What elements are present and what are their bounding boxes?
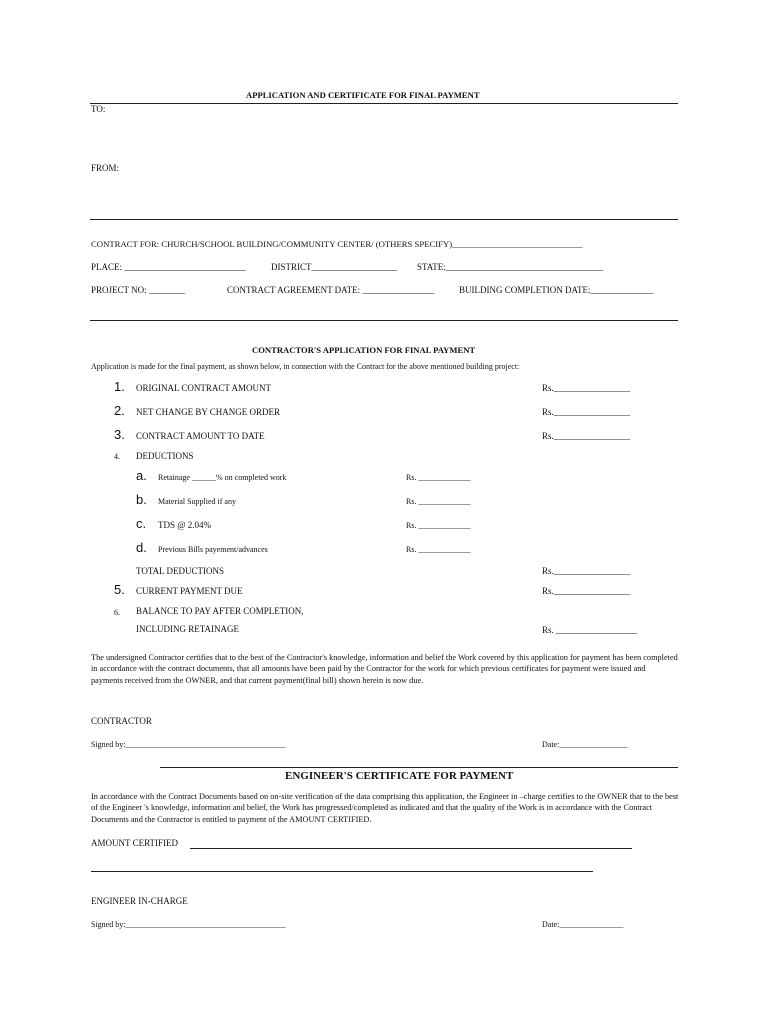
item-label: ORIGINAL CONTRACT AMOUNT <box>136 383 271 393</box>
application-intro: Application is made for the final payment, as shown below, in connection with the Contract for the above mentioned building project: <box>91 362 520 371</box>
deduction-amount-field[interactable]: Rs. _____________ <box>406 521 471 530</box>
contract-for-field[interactable]: CONTRACT FOR: CHURCH/SCHOOL BUILDING/COMMUNITY CENTER/ (OTHERS SPECIFY)______________________________ <box>91 239 583 249</box>
amount-field[interactable]: Rs._________________ <box>542 383 631 393</box>
from-label: FROM: <box>91 163 120 173</box>
amount-field[interactable]: Rs. __________________ <box>542 625 638 635</box>
place-field[interactable]: PLACE: ___________________________ <box>91 262 246 272</box>
divider-3 <box>160 767 678 768</box>
page-title: APPLICATION AND CERTIFICATE FOR FINAL PAYMENT <box>246 90 480 100</box>
deduction-amount-field[interactable]: Rs. _____________ <box>406 545 471 554</box>
to-label: TO: <box>91 104 106 114</box>
engineer-signature-field[interactable]: Signed by:________________________________________ <box>91 920 286 929</box>
amount-certified-line-2[interactable] <box>91 871 593 872</box>
deduction-letter: a. <box>136 468 147 483</box>
item-label-line-2: INCLUDING RETAINAGE <box>136 624 240 634</box>
item-label: CONTRACT AMOUNT TO DATE <box>136 431 265 441</box>
contractor-heading: CONTRACTOR'S APPLICATION FOR FINAL PAYMENT <box>252 345 476 355</box>
item-number: 4. <box>114 452 120 461</box>
item-number: 5. <box>114 582 125 597</box>
state-field[interactable]: STATE:___________________________________ <box>417 262 604 272</box>
project-no-field[interactable]: PROJECT NO: ________ <box>91 285 185 295</box>
engineer-label: ENGINEER IN-CHARGE <box>91 896 188 906</box>
deduction-label: Previous Bills payement/advances <box>158 545 268 554</box>
deduction-label: TDS @ 2.04% <box>158 520 212 530</box>
engineer-date-field[interactable]: Date:________________ <box>542 920 624 929</box>
deduction-letter: d. <box>136 540 147 555</box>
amount-field[interactable]: Rs._________________ <box>542 431 631 441</box>
deduction-letter: c. <box>136 516 147 531</box>
item-label: DEDUCTIONS <box>136 451 194 461</box>
item-label: NET CHANGE BY CHANGE ORDER <box>136 407 280 417</box>
item-number: 2. <box>114 403 125 418</box>
district-field[interactable]: DISTRICT___________________ <box>271 262 397 272</box>
divider-2 <box>90 320 678 321</box>
agreement-date-field[interactable]: CONTRACT AGREEMENT DATE: ________________ <box>227 285 435 295</box>
title-underline <box>90 103 678 104</box>
item-label: BALANCE TO PAY AFTER COMPLETION, <box>136 606 304 616</box>
amount-field[interactable]: Rs._________________ <box>542 407 631 417</box>
contractor-certification-text: The undersigned Contractor certifies that to the best of the Contractor's knowledge, information and belief the Work covered by this application for payment has been completed in accordance with the contract documents, that all amounts have been paid by the Contractor for the work for which previous certificates for payment were issued and payments received from the OWNER, and that current payment(final bill) shown herein is now due. <box>91 653 678 685</box>
contractor-date-field[interactable]: Date:_________________ <box>542 740 628 749</box>
item-number: 6. <box>114 608 120 617</box>
item-number: 3. <box>114 427 125 442</box>
amount-certified-label: AMOUNT CERTIFIED <box>91 838 179 848</box>
amount-field[interactable]: Rs._________________ <box>542 566 631 576</box>
deduction-label: Retainage ______% on completed work <box>158 473 287 482</box>
item-number: 1. <box>114 379 125 394</box>
engineer-heading: ENGINEER'S CERTIFICATE FOR PAYMENT <box>285 770 514 782</box>
item-label: CURRENT PAYMENT DUE <box>136 586 243 596</box>
amount-field[interactable]: Rs._________________ <box>542 586 631 596</box>
contractor-label: CONTRACTOR <box>91 716 152 726</box>
engineer-certification-text: In accordance with the Contract Documents based on on-site verification of the data comprising this application, the Engineer in –charge certifies to the OWNER that to the best of the Engineer 's knowledge, information and belief, the Work has progressed/completed as indicated and that the quality of the Work is in accordance with the Contract Documents and the Contractor is entitled to payment of the AMOUNT CERTIFIED. <box>91 792 679 824</box>
deduction-label: Material Supplied if any <box>158 497 236 506</box>
contractor-signature-field[interactable]: Signed by:________________________________________ <box>91 740 286 749</box>
deduction-amount-field[interactable]: Rs. _____________ <box>406 497 471 506</box>
deduction-letter: b. <box>136 492 147 507</box>
completion-date-field[interactable]: BUILDING COMPLETION DATE:______________ <box>459 285 654 295</box>
total-deductions-label: TOTAL DEDUCTIONS <box>136 566 225 576</box>
deduction-amount-field[interactable]: Rs. _____________ <box>406 473 471 482</box>
amount-certified-line[interactable] <box>190 848 632 849</box>
divider-1 <box>90 219 678 220</box>
